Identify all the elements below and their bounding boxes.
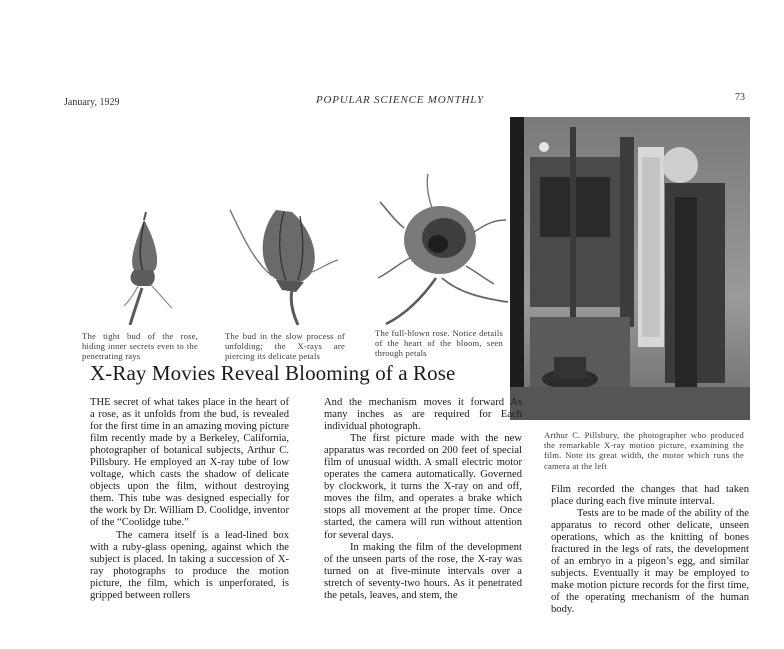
- col2-paragraph-3: In making the film of the development of the unseen parts of the rose, the X-ray was turned on at five-minute intervals over a stretch of seventy-two hours. As it penetrated the petals, leaves, and stem, the: [324, 541, 522, 601]
- article-column-1: [90, 397, 289, 602]
- article-column-3: [551, 484, 749, 617]
- photo-photographer: [510, 117, 750, 420]
- caption-unfolding: The bud in the slow process of unfolding; the X-rays are piercing its delicate petals: [225, 331, 345, 362]
- caption-bud: The tight bud of the rose, hiding inner secrets even to the penetrating rays: [82, 331, 198, 362]
- article-headline: X-Ray Movies Reveal Blooming of a Rose: [90, 361, 456, 385]
- photo-rose-unfolding: [212, 150, 352, 325]
- magazine-title: POPULAR SCIENCE MONTHLY: [316, 94, 484, 106]
- col1-paragraph-1: THE secret of what takes place in the heart of a rose, as it unfolds from the bud, is revealed for the first time in an amazing moving picture film recently made by a Berkeley, California, photographer of botanical subjects, Arthur C. Pillsbury. He employed an X-ray tube of low voltage, which casts the shadow of delicate objects upon the film, without destroying them. This tube was designed especially for the work by Dr. William D. Coolidge, inventor of the “Coolidge tube.”: [90, 397, 289, 529]
- col2-paragraph-2: The first picture made with the new apparatus was recorded on 200 feet of special film of unusual width. A small electric motor operates the camera automatically. Governed by clockwork, it turns the X-ray on and off, moves the film, and operates a brake which stops all movement at the proper time. Once started, the camera will run without attention for several days.: [324, 433, 522, 541]
- col3-paragraph-2: Tests are to be made of the ability of the apparatus to record other delicate, unseen operations, which as the knitting of bones fractured in the legs of rats, the development of an embryo in a pigeon’s egg, and similar subjects. Eventually it may be employed to make motion picture records for the first time, of the operating mechanism of the human body.: [551, 508, 749, 616]
- photo-rose-bud: [68, 150, 208, 325]
- page-number: 73: [735, 92, 745, 103]
- photo-rose-full-blown: [362, 168, 510, 326]
- caption-full-blown: The full-blown rose. Notice details of the heart of the bloom, seen through petals: [375, 328, 503, 359]
- col1-paragraph-2: The camera itself is a lead-lined box with a ruby-glass opening, against which the subject is placed. In taking a succession of X-ray photographs to produce the motion picture, the film, which is unperforated, is gripped between rollers: [90, 529, 289, 601]
- caption-photographer: Arthur C. Pillsbury, the photographer who produced the remarkable X-ray motion picture, examining the film. Note its great width, the motor which runs the camera at the left: [544, 430, 744, 471]
- col3-paragraph-1: Film recorded the changes that had taken place during each five minute interval.: [551, 484, 749, 508]
- article-column-2: [324, 397, 522, 602]
- issue-date: January, 1929: [64, 97, 120, 108]
- col2-paragraph-1: And the mechanism moves it forward As many inches as are required for Each individual photograph.: [324, 397, 522, 433]
